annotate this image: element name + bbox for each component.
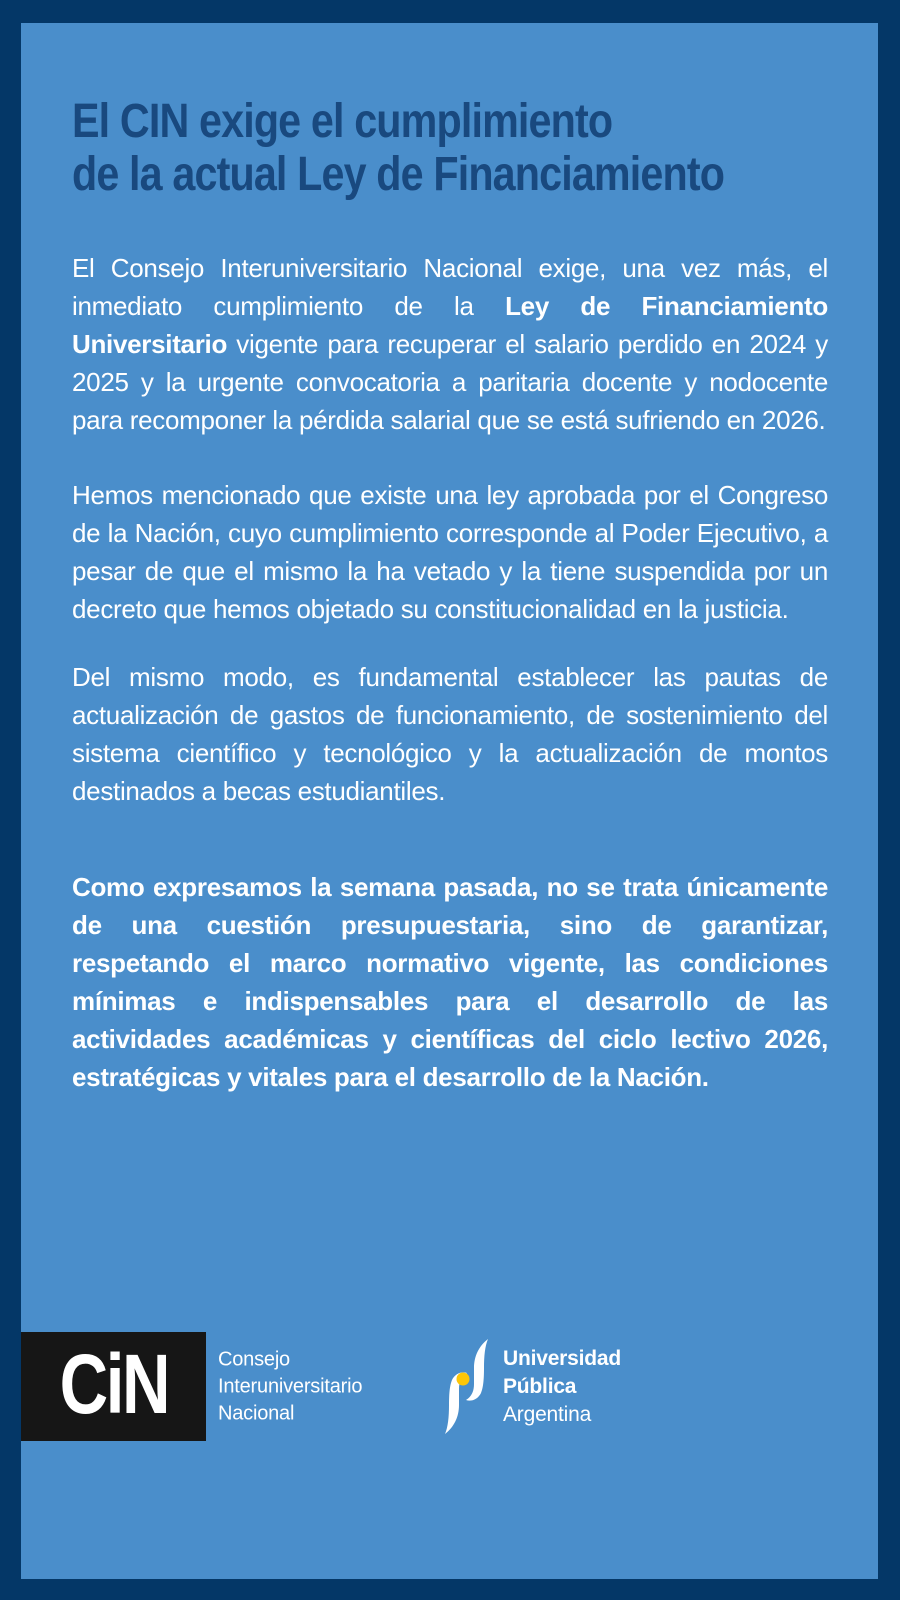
cin-logo — [21, 1332, 206, 1441]
page-title — [72, 95, 725, 201]
paragraph-1-text-cont: vigente para recuperar el salario perdido en 2024 y 2025 y la urgente convocatoria a paritaria docente y nodocente para recomponer la pérdida salarial que se está sufriendo en 2026. — [72, 329, 828, 435]
upa-yellow-dot — [457, 1373, 470, 1386]
body-paragraph-1 — [72, 249, 828, 439]
upa-logo — [444, 1339, 621, 1435]
upa-line: Universidad — [503, 1347, 622, 1370]
body-paragraph-3: Del mismo modo, es fundamental establecer las pautas de actualización de gastos de funcionamiento, de sostenimiento del sistema científico y tecnológico y la actualización de montos destinados a becas estudiantiles. — [72, 662, 828, 806]
body-paragraph-2: Hemos mencionado que existe una ley aprobada por el Congreso de la Nación, cuyo cumplimiento corresponde al Poder Ejecutivo, a pesar de que el mismo la ha vetado y la tiene suspendida por un decreto que hemos objetado su constitucionalidad en la justicia. — [72, 480, 828, 624]
paragraph-1-text: El Consejo Interuniversitario Nacional exige, una vez más, el inmediato cumplimiento de la — [72, 253, 828, 321]
upa-ribbons-icon — [444, 1339, 490, 1435]
cin-logo-text: CiN — [59, 1336, 168, 1431]
cin-caption-line: Consejo — [218, 1348, 290, 1371]
upa-wordmark — [503, 1345, 621, 1429]
cin-caption — [218, 1347, 362, 1428]
body-paragraph-4-bold: Como expresamos la semana pasada, no se trata únicamente de una cuestión presupuestaria, sino de garantizar, respetando el marco normativo vigente, las condiciones mínimas e indispensables para el desarrollo de las actividades académicas y científicas del ciclo lectivo 2026, estratégicas y vitales para el desarrollo de la Nación. — [72, 872, 828, 1092]
footer — [21, 1332, 828, 1442]
cin-caption-line: Interuniversitario — [218, 1375, 363, 1398]
cin-caption-line: Nacional — [218, 1402, 295, 1425]
title-line-1: El CIN exige el cumplimiento — [72, 95, 613, 148]
title-line-2: de la actual Ley de Financiamiento — [72, 148, 725, 201]
content-panel — [21, 23, 878, 1579]
upa-line: Pública — [503, 1375, 577, 1398]
paragraph-1-bold-phrase: Ley de Financiamiento Universitario — [72, 291, 828, 359]
upa-line: Argentina — [503, 1403, 592, 1426]
